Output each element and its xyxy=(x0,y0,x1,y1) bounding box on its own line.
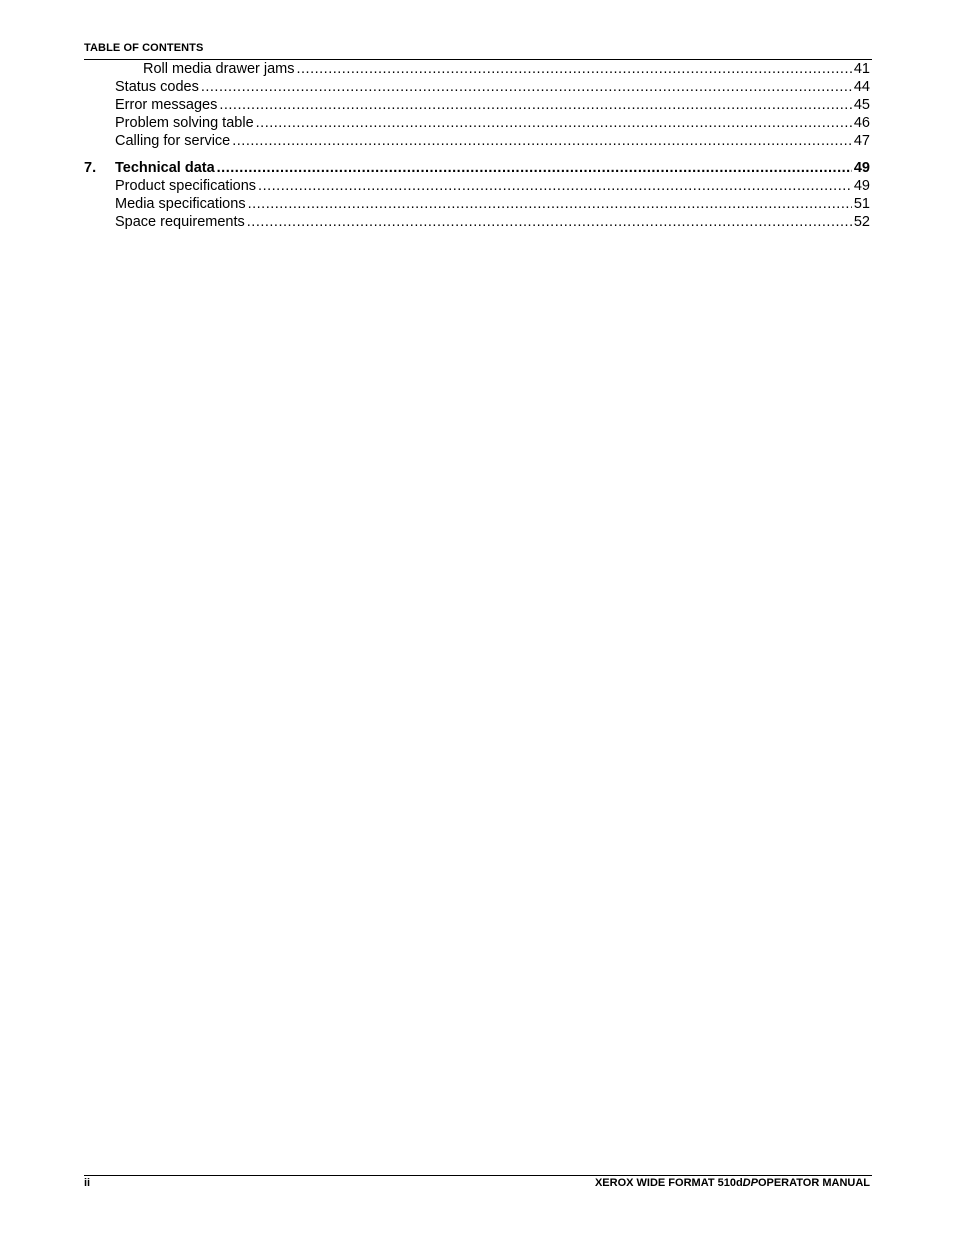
toc-entry-page: 44 xyxy=(853,79,870,95)
toc-entry-title: Technical data xyxy=(115,160,215,176)
toc-entry[interactable] xyxy=(84,213,870,231)
toc-entry-title: Calling for service xyxy=(115,133,231,149)
toc-entry-title: Problem solving table xyxy=(115,115,254,131)
dot-leader xyxy=(232,132,852,150)
table-of-contents xyxy=(84,60,870,231)
toc-entry-title: Roll media drawer jams xyxy=(143,61,295,77)
toc-entry[interactable] xyxy=(84,60,870,78)
toc-entry-page: 41 xyxy=(853,61,870,77)
toc-entry-page: 52 xyxy=(853,214,870,230)
toc-entry-page: 49 xyxy=(853,160,870,176)
manual-title-prefix: XEROX WIDE FORMAT 510d xyxy=(594,1177,743,1189)
toc-entry[interactable] xyxy=(84,132,870,150)
toc-entry-page: 45 xyxy=(853,97,870,113)
manual-title-italic: DP xyxy=(742,1177,758,1189)
toc-chapter-entry[interactable] xyxy=(84,159,870,177)
footer-rule xyxy=(84,1175,872,1176)
toc-entry[interactable] xyxy=(84,195,870,213)
dot-leader xyxy=(248,195,852,213)
dot-leader xyxy=(219,96,852,114)
toc-entry[interactable] xyxy=(84,114,870,132)
toc-entry-title: Status codes xyxy=(115,79,199,95)
toc-entry[interactable] xyxy=(84,177,870,195)
toc-entry-page: 49 xyxy=(853,178,870,194)
running-footer xyxy=(84,1177,870,1189)
dot-leader xyxy=(201,78,852,96)
toc-entry[interactable] xyxy=(84,78,870,96)
toc-entry-page: 46 xyxy=(853,115,870,131)
toc-entry-title: Space requirements xyxy=(115,214,245,230)
dot-leader xyxy=(297,60,852,78)
dot-leader xyxy=(258,177,852,195)
toc-entry-title: Error messages xyxy=(115,97,218,113)
toc-entry-page: 51 xyxy=(853,196,870,212)
toc-entry-title: Product specifications xyxy=(115,178,257,194)
chapter-number: 7. xyxy=(84,160,97,176)
footer-manual-title xyxy=(595,1177,870,1189)
toc-entry[interactable] xyxy=(84,96,870,114)
toc-entry-page: 47 xyxy=(853,133,870,149)
dot-leader xyxy=(217,159,852,177)
manual-title-suffix: OPERATOR MANUAL xyxy=(757,1177,870,1189)
dot-leader xyxy=(247,213,852,231)
toc-entry-title: Media specifications xyxy=(115,196,246,212)
running-header: TABLE OF CONTENTS xyxy=(84,42,204,54)
dot-leader xyxy=(256,114,852,132)
footer-page-number: ii xyxy=(84,1177,91,1189)
